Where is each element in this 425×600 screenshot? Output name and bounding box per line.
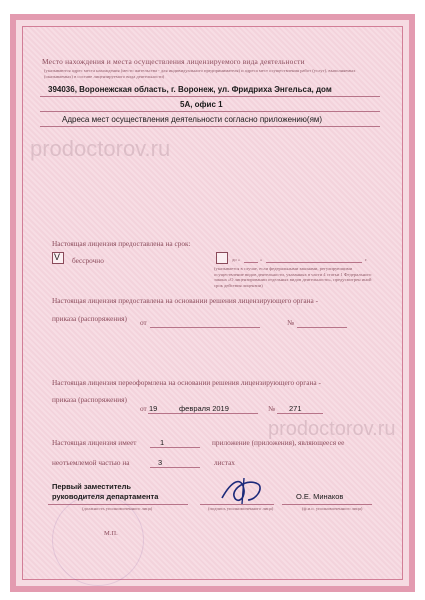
- appendix-text-1: Настоящая лицензия имеет: [52, 438, 137, 447]
- until-mid: »: [260, 257, 263, 262]
- name-line: [282, 504, 372, 505]
- until-checkbox: [216, 252, 228, 264]
- checkbox-mark: V: [54, 252, 61, 262]
- basis-number-label: №: [287, 318, 294, 327]
- reissue-month-year: февраля 2019: [179, 404, 229, 413]
- reissue-date-line: [148, 413, 258, 414]
- until-note: (указывается в случае, если федеральными законами, регулирующими осуществление видов деятельности, указанных в части 4 статьи 1 Федерального закона «О лицензировании отдельных видов деятельности», предусмотрен иной срок действия лицензии): [214, 266, 372, 288]
- appendix-text-3: неотъемлемой частью на: [52, 458, 130, 467]
- position-note: (должность уполномоченного лица): [82, 506, 153, 511]
- name-note: (ф.и.о. уполномоченного лица): [302, 506, 363, 511]
- reissue-line-2: приказа (распоряжения): [52, 395, 127, 404]
- indefinite-label: бессрочно: [72, 256, 104, 265]
- basis-date-line: [150, 327, 260, 328]
- signature-note: (подпись уполномоченного лица): [208, 506, 274, 511]
- stamp-label: М.П.: [104, 530, 118, 537]
- reissue-number-label: №: [268, 404, 275, 413]
- reissue-number-line: [277, 413, 323, 414]
- indefinite-checkbox: [52, 252, 64, 264]
- address-line-2: 5А, офис 1: [180, 100, 223, 109]
- appendix-text-2: приложение (приложения), являющееся ее: [212, 438, 345, 447]
- stamp-impression: [52, 494, 144, 586]
- watermark: prodoctorov.ru: [268, 418, 396, 440]
- signer-position-2: руководителя департамента: [52, 492, 159, 501]
- appendix-sheets: 3: [158, 458, 163, 467]
- reissue-day: 19: [149, 404, 158, 413]
- watermark: prodoctorov.ru: [30, 136, 171, 161]
- address-underline: [40, 96, 380, 97]
- address-places: Адреса мест осуществления деятельности согласно приложению(ям): [62, 115, 323, 124]
- appendix-count-line: [150, 447, 200, 448]
- appendix-sheets-line: [150, 467, 200, 468]
- until-year: г.: [365, 257, 368, 262]
- appendix-text-4: листах: [214, 458, 235, 467]
- until-month-line: [266, 262, 362, 263]
- basis-number-line: [297, 327, 347, 328]
- basis-line-1: Настоящая лицензия предоставлена на основании решения лицензирующего органа -: [52, 296, 319, 305]
- address-line-1: 394036, Воронежская область, г. Воронеж, ул. Фридриха Энгельса, дом: [48, 85, 332, 94]
- address-underline: [40, 111, 380, 112]
- appendix-count: 1: [160, 438, 165, 447]
- until-day-line: [244, 262, 258, 263]
- signer-name: О.Е. Минаков: [296, 492, 344, 501]
- basis-from-label: от: [140, 318, 147, 327]
- signature-line: [200, 504, 274, 505]
- reissue-line-1: Настоящая лицензия переоформлена на основании решения лицензирующего органа -: [52, 378, 321, 387]
- address-underline: [40, 126, 380, 127]
- section-note: (указываются адрес места нахождения (место жительства - для индивидуального предпринимателя) и адреса мест осуществления работ (услуг), выполняемых (оказываемых) в составе лицензируемого вида деятельности): [44, 68, 356, 79]
- reissue-from-label: от: [140, 404, 147, 413]
- signer-position-1: Первый заместитель: [52, 482, 131, 491]
- basis-line-2: приказа (распоряжения): [52, 314, 127, 323]
- reissue-number: 271: [289, 404, 302, 413]
- until-prefix: до «: [232, 257, 241, 262]
- term-label: Настоящая лицензия предоставлена на срок:: [52, 239, 191, 248]
- section-title: Место нахождения и места осуществления лицензируемого вида деятельности: [42, 57, 305, 66]
